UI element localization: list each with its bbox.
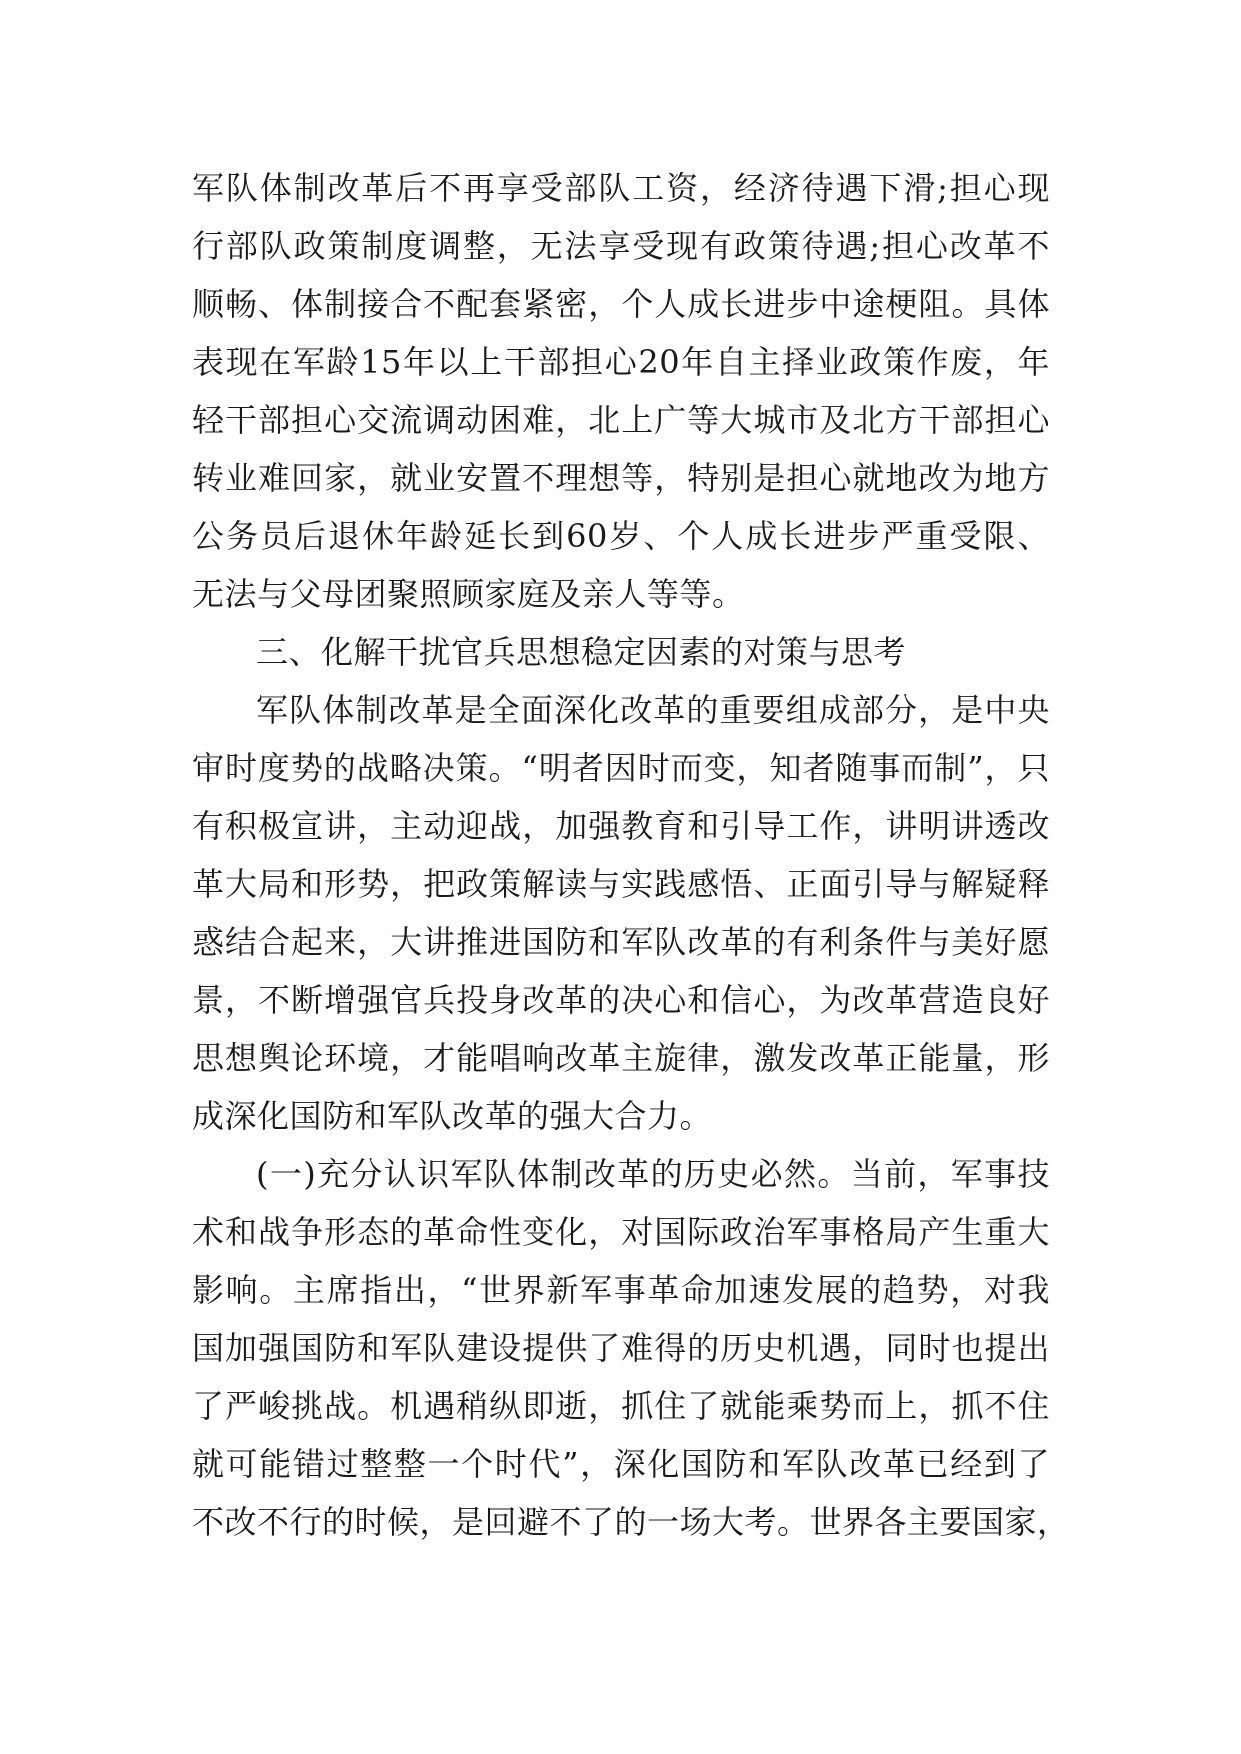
text-line: 公务员后退休年龄延长到60岁、个人成长进步严重受限、 — [192, 517, 1050, 555]
text-line: 转业难回家，就业安置不理想等，特别是担心就地改为地方 — [192, 459, 1050, 497]
text-line: 有积极宣讲，主动迎战，加强教育和引导工作，讲明讲透改 — [192, 807, 1050, 845]
text-line: 革大局和形势，把政策解读与实践感悟、正面引导与解疑释 — [192, 865, 1050, 903]
text-line: (一)充分认识军队体制改革的历史必然。当前，军事技 — [256, 1155, 1050, 1193]
text-line: 无法与父母团聚照顾家庭及亲人等等。 — [192, 575, 745, 613]
text-line: 就可能错过整整一个时代”，深化国防和军队改革已经到了 — [192, 1445, 1050, 1483]
text-line: 表现在军龄15年以上干部担心20年自主择业政策作废，年 — [192, 343, 1050, 381]
text-line: 行部队政策制度调整，无法享受现有政策待遇;担心改革不 — [192, 227, 1050, 265]
text-line: 轻干部担心交流调动困难，北上广等大城市及北方干部担心 — [192, 401, 1050, 439]
text-line: 景，不断增强官兵投身改革的决心和信心，为改革营造良好 — [192, 981, 1050, 1019]
text-line: 军队体制改革后不再享受部队工资，经济待遇下滑;担心现 — [192, 169, 1050, 207]
text-line: 军队体制改革是全面深化改革的重要组成部分，是中央 — [256, 691, 1050, 729]
text-line: 惑结合起来，大讲推进国防和军队改革的有利条件与美好愿 — [192, 923, 1050, 961]
section-heading: 三、化解干扰官兵思想稳定因素的对策与思考 — [256, 633, 907, 671]
text-line: 影响。主席指出，“世界新军事革命加速发展的趋势，对我 — [192, 1271, 1050, 1309]
text-line: 国加强国防和军队建设提供了难得的历史机遇，同时也提出 — [192, 1329, 1050, 1367]
text-line: 思想舆论环境，才能唱响改革主旋律，激发改革正能量，形 — [192, 1039, 1050, 1077]
text-line: 成深化国防和军队改革的强大合力。 — [192, 1097, 713, 1135]
text-line: 不改不行的时候，是回避不了的一场大考。世界各主要国家， — [192, 1503, 1070, 1541]
text-line: 顺畅、体制接合不配套紧密，个人成长进步中途梗阻。具体 — [192, 285, 1050, 323]
text-line: 术和战争形态的革命性变化，对国际政治军事格局产生重大 — [192, 1213, 1050, 1251]
text-line: 审时度势的战略决策。“明者因时而变，知者随事而制”，只 — [192, 749, 1050, 787]
text-line: 了严峻挑战。机遇稍纵即逝，抓住了就能乘势而上，抓不住 — [192, 1387, 1050, 1425]
